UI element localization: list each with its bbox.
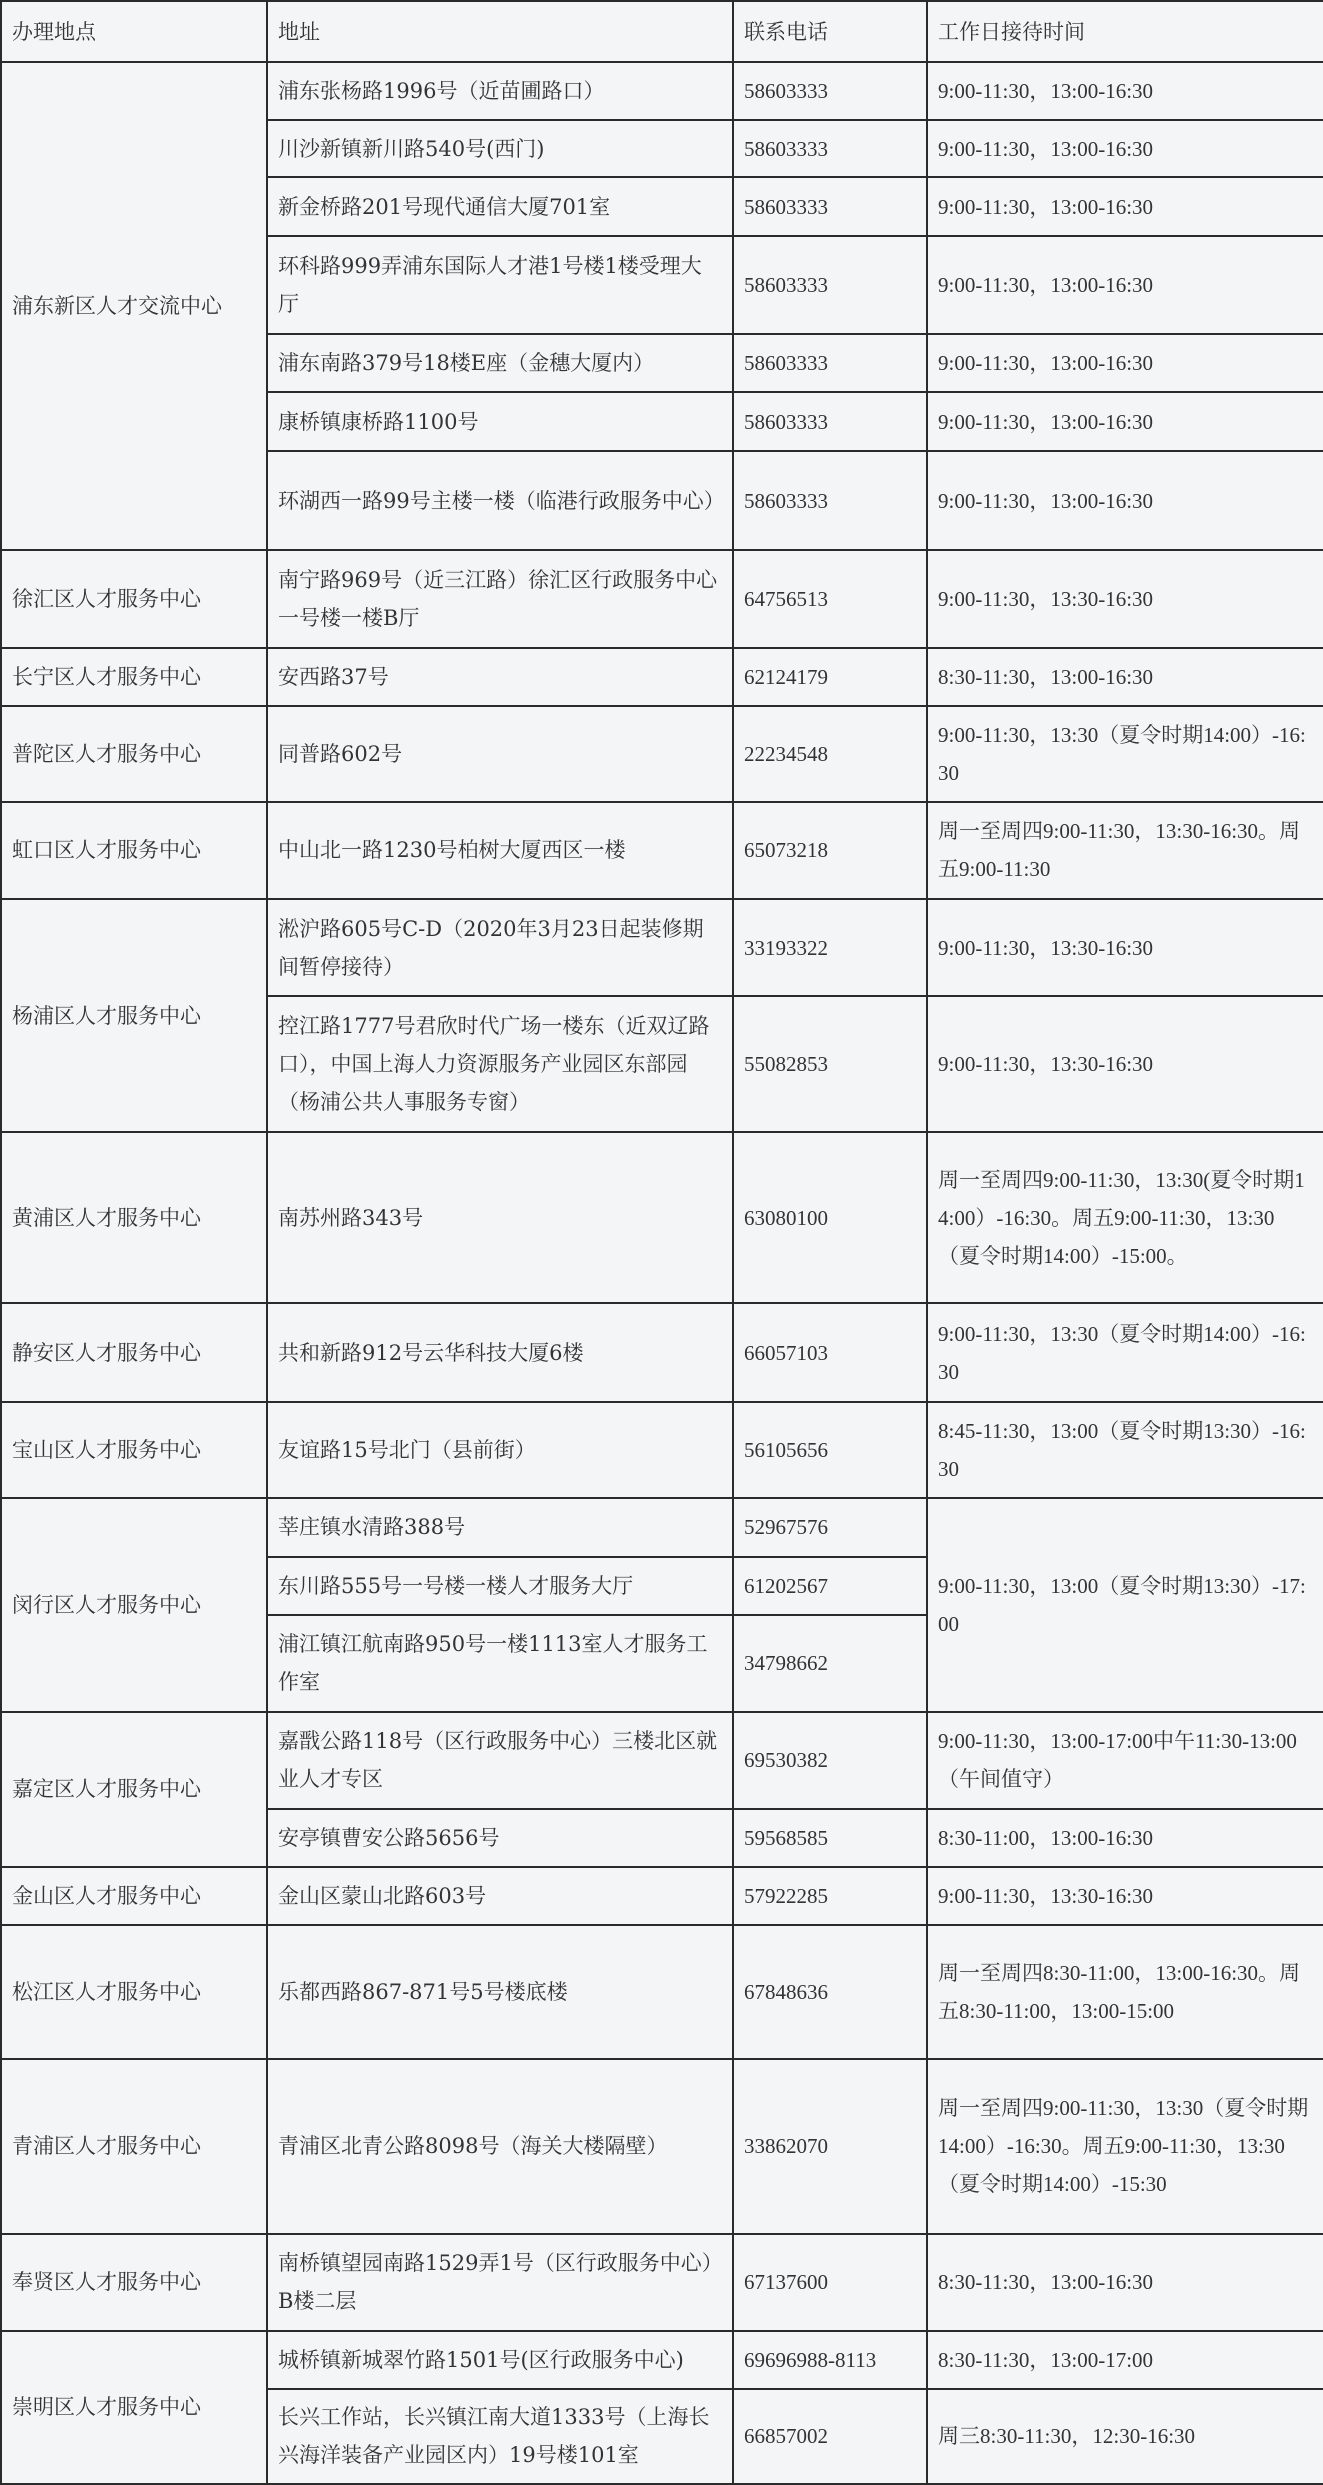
table-row xyxy=(1,550,1323,648)
phone-cell: 33193322 xyxy=(733,899,927,996)
phone-cell: 69530382 xyxy=(733,1712,927,1809)
hours-cell: 周一至周四9:00-11:30，13:30-16:30。周五9:00-11:30 xyxy=(927,802,1323,899)
hours-cell: 9:00-11:30，13:00-17:00中午11:30-13:00（午间值守） xyxy=(927,1712,1323,1809)
hours-cell: 9:00-11:30，13:00-16:30 xyxy=(927,62,1323,120)
location-cell: 徐汇区人才服务中心 xyxy=(1,550,267,648)
table-row xyxy=(1,802,1323,899)
hours-cell: 9:00-11:30，13:00-16:30 xyxy=(927,236,1323,334)
address-cell: 南宁路969号（近三江路）徐汇区行政服务中心一号楼一楼B厅 xyxy=(267,550,733,648)
hours-cell: 9:00-11:30，13:30（夏令时期14:00）-16:30 xyxy=(927,1303,1323,1401)
location-cell: 宝山区人才服务中心 xyxy=(1,1402,267,1498)
hours-cell: 周一至周四9:00-11:30，13:30（夏令时期14:00）-16:30。周五9:00-11:30，13:30（夏令时期14:00）-15:30 xyxy=(927,2059,1323,2233)
address-cell: 莘庄镇水清路388号 xyxy=(267,1498,733,1557)
location-cell: 松江区人才服务中心 xyxy=(1,1925,267,2059)
address-cell: 淞沪路605号C-D（2020年3月23日起装修期间暂停接待） xyxy=(267,899,733,996)
table-row xyxy=(1,1132,1323,1303)
address-cell: 长兴工作站，长兴镇江南大道1333号（上海长兴海洋装备产业园区内）19号楼101室 xyxy=(267,2389,733,2484)
location-cell: 长宁区人才服务中心 xyxy=(1,648,267,706)
phone-cell: 56105656 xyxy=(733,1402,927,1498)
table-row xyxy=(1,899,1323,996)
table-row xyxy=(1,62,1323,120)
phone-cell: 63080100 xyxy=(733,1132,927,1303)
table-row xyxy=(1,1925,1323,2059)
phone-cell: 58603333 xyxy=(733,334,927,392)
location-cell: 黄浦区人才服务中心 xyxy=(1,1132,267,1303)
address-cell: 共和新路912号云华科技大厦6楼 xyxy=(267,1303,733,1401)
header-row xyxy=(1,1,1323,62)
phone-cell: 58603333 xyxy=(733,177,927,236)
table-row xyxy=(1,1303,1323,1401)
table-row xyxy=(1,2059,1323,2233)
address-cell: 控江路1777号君欣时代广场一楼东（近双辽路口），中国上海人力资源服务产业园区东部园（杨浦公共人事服务专窗） xyxy=(267,996,733,1132)
phone-cell: 69696988-8113 xyxy=(733,2331,927,2389)
address-cell: 环湖西一路99号主楼一楼（临港行政服务中心） xyxy=(267,451,733,549)
location-cell: 金山区人才服务中心 xyxy=(1,1867,267,1925)
header-phone: 联系电话 xyxy=(733,1,927,62)
address-cell: 城桥镇新城翠竹路1501号(区行政服务中心) xyxy=(267,2331,733,2389)
hours-cell: 8:30-11:30，13:00-17:00 xyxy=(927,2331,1323,2389)
header-location: 办理地点 xyxy=(1,1,267,62)
phone-cell: 22234548 xyxy=(733,706,927,802)
table-row xyxy=(1,1498,1323,1557)
hours-cell: 8:30-11:30，13:00-16:30 xyxy=(927,2234,1323,2331)
location-cell: 奉贤区人才服务中心 xyxy=(1,2234,267,2331)
hours-cell: 9:00-11:30，13:30-16:30 xyxy=(927,1867,1323,1925)
hours-cell: 9:00-11:30，13:30（夏令时期14:00）-16:30 xyxy=(927,706,1323,802)
phone-cell: 66857002 xyxy=(733,2389,927,2484)
table-row xyxy=(1,1712,1323,1809)
address-cell: 同普路602号 xyxy=(267,706,733,802)
location-cell: 嘉定区人才服务中心 xyxy=(1,1712,267,1867)
table-row xyxy=(1,648,1323,706)
phone-cell: 57922285 xyxy=(733,1867,927,1925)
address-cell: 安西路37号 xyxy=(267,648,733,706)
address-cell: 中山北一路1230号柏树大厦西区一楼 xyxy=(267,802,733,899)
hours-cell: 9:00-11:30，13:30-16:30 xyxy=(927,550,1323,648)
phone-cell: 58603333 xyxy=(733,451,927,549)
hours-cell: 9:00-11:30，13:00-16:30 xyxy=(927,392,1323,451)
address-cell: 浦江镇江航南路950号一楼1113室人才服务工作室 xyxy=(267,1615,733,1712)
phone-cell: 52967576 xyxy=(733,1498,927,1557)
location-cell: 虹口区人才服务中心 xyxy=(1,802,267,899)
location-cell: 杨浦区人才服务中心 xyxy=(1,899,267,1132)
table-row xyxy=(1,1402,1323,1498)
location-cell: 崇明区人才服务中心 xyxy=(1,2331,267,2484)
table-row xyxy=(1,1867,1323,1925)
phone-cell: 61202567 xyxy=(733,1557,927,1615)
address-cell: 乐都西路867-871号5号楼底楼 xyxy=(267,1925,733,2059)
phone-cell: 58603333 xyxy=(733,236,927,334)
address-cell: 新金桥路201号现代通信大厦701室 xyxy=(267,177,733,236)
phone-cell: 58603333 xyxy=(733,392,927,451)
hours-cell: 9:00-11:30，13:00-16:30 xyxy=(927,451,1323,549)
phone-cell: 58603333 xyxy=(733,120,927,177)
address-cell: 安亭镇曹安公路5656号 xyxy=(267,1809,733,1867)
phone-cell: 67137600 xyxy=(733,2234,927,2331)
table-row xyxy=(1,706,1323,802)
hours-cell: 9:00-11:30，13:00（夏令时期13:30）-17:00 xyxy=(927,1498,1323,1712)
hours-cell: 8:45-11:30，13:00（夏令时期13:30）-16:30 xyxy=(927,1402,1323,1498)
hours-cell: 周三8:30-11:30，12:30-16:30 xyxy=(927,2389,1323,2484)
address-cell: 嘉戬公路118号（区行政服务中心）三楼北区就业人才专区 xyxy=(267,1712,733,1809)
phone-cell: 55082853 xyxy=(733,996,927,1132)
header-hours: 工作日接待时间 xyxy=(927,1,1323,62)
hours-cell: 周一至周四9:00-11:30，13:30(夏令时期14:00）-16:30。周五9:00-11:30，13:30（夏令时期14:00）-15:00。 xyxy=(927,1132,1323,1303)
phone-cell: 62124179 xyxy=(733,648,927,706)
address-cell: 环科路999弄浦东国际人才港1号楼1楼受理大厅 xyxy=(267,236,733,334)
address-cell: 友谊路15号北门（县前街） xyxy=(267,1402,733,1498)
phone-cell: 34798662 xyxy=(733,1615,927,1712)
location-cell: 普陀区人才服务中心 xyxy=(1,706,267,802)
phone-cell: 67848636 xyxy=(733,1925,927,2059)
address-cell: 浦东南路379号18楼E座（金穗大厦内） xyxy=(267,334,733,392)
table-row xyxy=(1,2234,1323,2331)
hours-cell: 8:30-11:00，13:00-16:30 xyxy=(927,1809,1323,1867)
location-cell: 闵行区人才服务中心 xyxy=(1,1498,267,1712)
address-cell: 南苏州路343号 xyxy=(267,1132,733,1303)
hours-cell: 9:00-11:30，13:30-16:30 xyxy=(927,996,1323,1132)
phone-cell: 33862070 xyxy=(733,2059,927,2233)
hours-cell: 9:00-11:30，13:00-16:30 xyxy=(927,120,1323,177)
phone-cell: 58603333 xyxy=(733,62,927,120)
address-cell: 金山区蒙山北路603号 xyxy=(267,1867,733,1925)
location-cell: 静安区人才服务中心 xyxy=(1,1303,267,1401)
hours-cell: 8:30-11:30，13:00-16:30 xyxy=(927,648,1323,706)
location-cell: 青浦区人才服务中心 xyxy=(1,2059,267,2233)
phone-cell: 64756513 xyxy=(733,550,927,648)
hours-cell: 9:00-11:30，13:30-16:30 xyxy=(927,899,1323,996)
hours-cell: 周一至周四8:30-11:00，13:00-16:30。周五8:30-11:00，13:00-15:00 xyxy=(927,1925,1323,2059)
address-cell: 川沙新镇新川路540号(西门) xyxy=(267,120,733,177)
address-cell: 浦东张杨路1996号（近苗圃路口） xyxy=(267,62,733,120)
location-cell: 浦东新区人才交流中心 xyxy=(1,62,267,550)
phone-cell: 59568585 xyxy=(733,1809,927,1867)
address-cell: 南桥镇望园南路1529弄1号（区行政服务中心）B楼二层 xyxy=(267,2234,733,2331)
phone-cell: 66057103 xyxy=(733,1303,927,1401)
address-cell: 康桥镇康桥路1100号 xyxy=(267,392,733,451)
header-address: 地址 xyxy=(267,1,733,62)
hours-cell: 9:00-11:30，13:00-16:30 xyxy=(927,334,1323,392)
address-cell: 青浦区北青公路8098号（海关大楼隔壁） xyxy=(267,2059,733,2233)
phone-cell: 65073218 xyxy=(733,802,927,899)
table-row xyxy=(1,2331,1323,2389)
hours-cell: 9:00-11:30，13:00-16:30 xyxy=(927,177,1323,236)
address-cell: 东川路555号一号楼一楼人才服务大厅 xyxy=(267,1557,733,1615)
